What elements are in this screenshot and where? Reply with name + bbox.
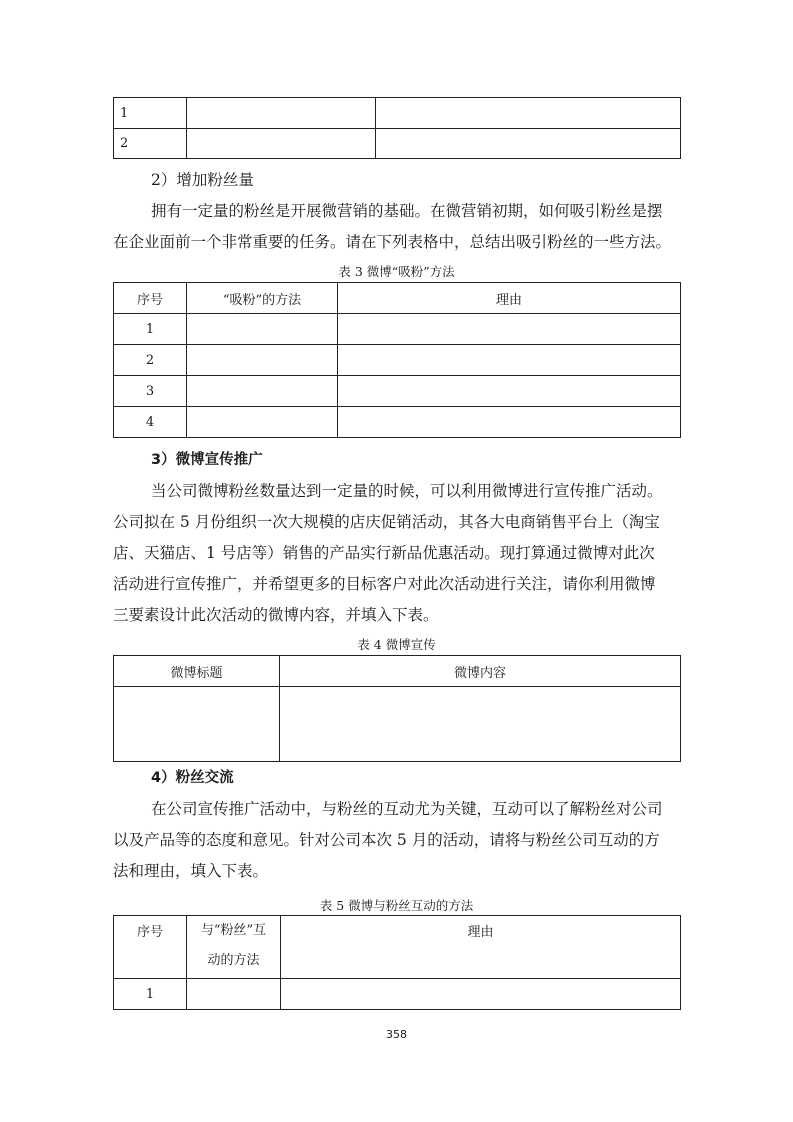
table-cell-no: 2	[114, 345, 187, 376]
table-caption: 表 4 微博宣传	[357, 637, 436, 652]
table-5	[113, 915, 681, 1010]
column-header	[187, 916, 281, 979]
section-heading-4: 4）粉丝交流	[151, 770, 234, 786]
paragraph-line: 拥有一定量的粉丝是开展微营销的基础。在微营销初期，如何吸引粉丝是摆	[151, 202, 663, 220]
paragraph-line: 店、天猫店、1 号店等）销售的产品实行新品优惠活动。现打算通过微博对此次	[113, 544, 655, 562]
table-cell-no: 1	[114, 98, 187, 129]
table-caption: 表 3 微博“吸粉”方法	[338, 264, 455, 279]
table-caption: 表 5 微博与粉丝互动的方法	[319, 898, 474, 913]
paragraph-line: 活动进行宣传推广，并希望更多的目标客户对此次活动进行关注，请你利用微博	[113, 575, 656, 593]
table-4	[113, 655, 681, 762]
table-cell-no: 3	[114, 376, 187, 407]
paragraph-line: 公司拟在 5 月份组织一次大规模的店庆促销活动，其各大电商销售平台上（淘宝	[113, 513, 660, 531]
paragraph-line: 当公司微博粉丝数量达到一定量的时候，可以利用微博进行宣传推广活动。	[151, 482, 663, 500]
page-number: 358	[386, 1028, 407, 1041]
table-cell-no: 4	[114, 407, 187, 438]
table-cell	[376, 129, 681, 159]
column-header: 理由	[338, 283, 681, 314]
paragraph-line: 在企业面前一个非常重要的任务。请在下列表格中，总结出吸引粉丝的一些方法。	[113, 233, 672, 251]
column-header: “吸粉”的方法	[187, 283, 338, 314]
paragraph-line: 在公司宣传推广活动中，与粉丝的互动尤为关键，互动可以了解粉丝对公司	[151, 800, 663, 818]
paragraph-line: 三要素设计此次活动的微博内容，并填入下表。	[113, 606, 439, 624]
table-cell-no: 1	[114, 979, 187, 1010]
column-header-line: 与“粉丝”互	[200, 923, 267, 938]
paragraph-line: 法和理由，填入下表。	[113, 862, 269, 880]
table-cell	[376, 98, 681, 129]
table-3	[113, 282, 681, 438]
column-header: 序号	[114, 283, 187, 314]
column-header: 理由	[281, 916, 681, 979]
column-header-line: 动的方法	[207, 953, 260, 968]
column-header: 微博内容	[280, 656, 681, 687]
section-heading-3: 3）微博宣传推广	[151, 452, 263, 468]
section-heading-2: 2）增加粉丝量	[151, 171, 254, 189]
paragraph-line: 以及产品等的态度和意见。针对公司本次 5 月的活动，请将与粉丝公司互动的方	[113, 831, 660, 849]
column-header: 序号	[114, 916, 187, 979]
continued-table	[113, 97, 681, 159]
table-cell-no: 1	[114, 314, 187, 345]
table-cell-no: 2	[114, 129, 187, 159]
table-cell	[187, 129, 376, 159]
table-cell	[187, 98, 376, 129]
column-header: 微博标题	[114, 656, 280, 687]
